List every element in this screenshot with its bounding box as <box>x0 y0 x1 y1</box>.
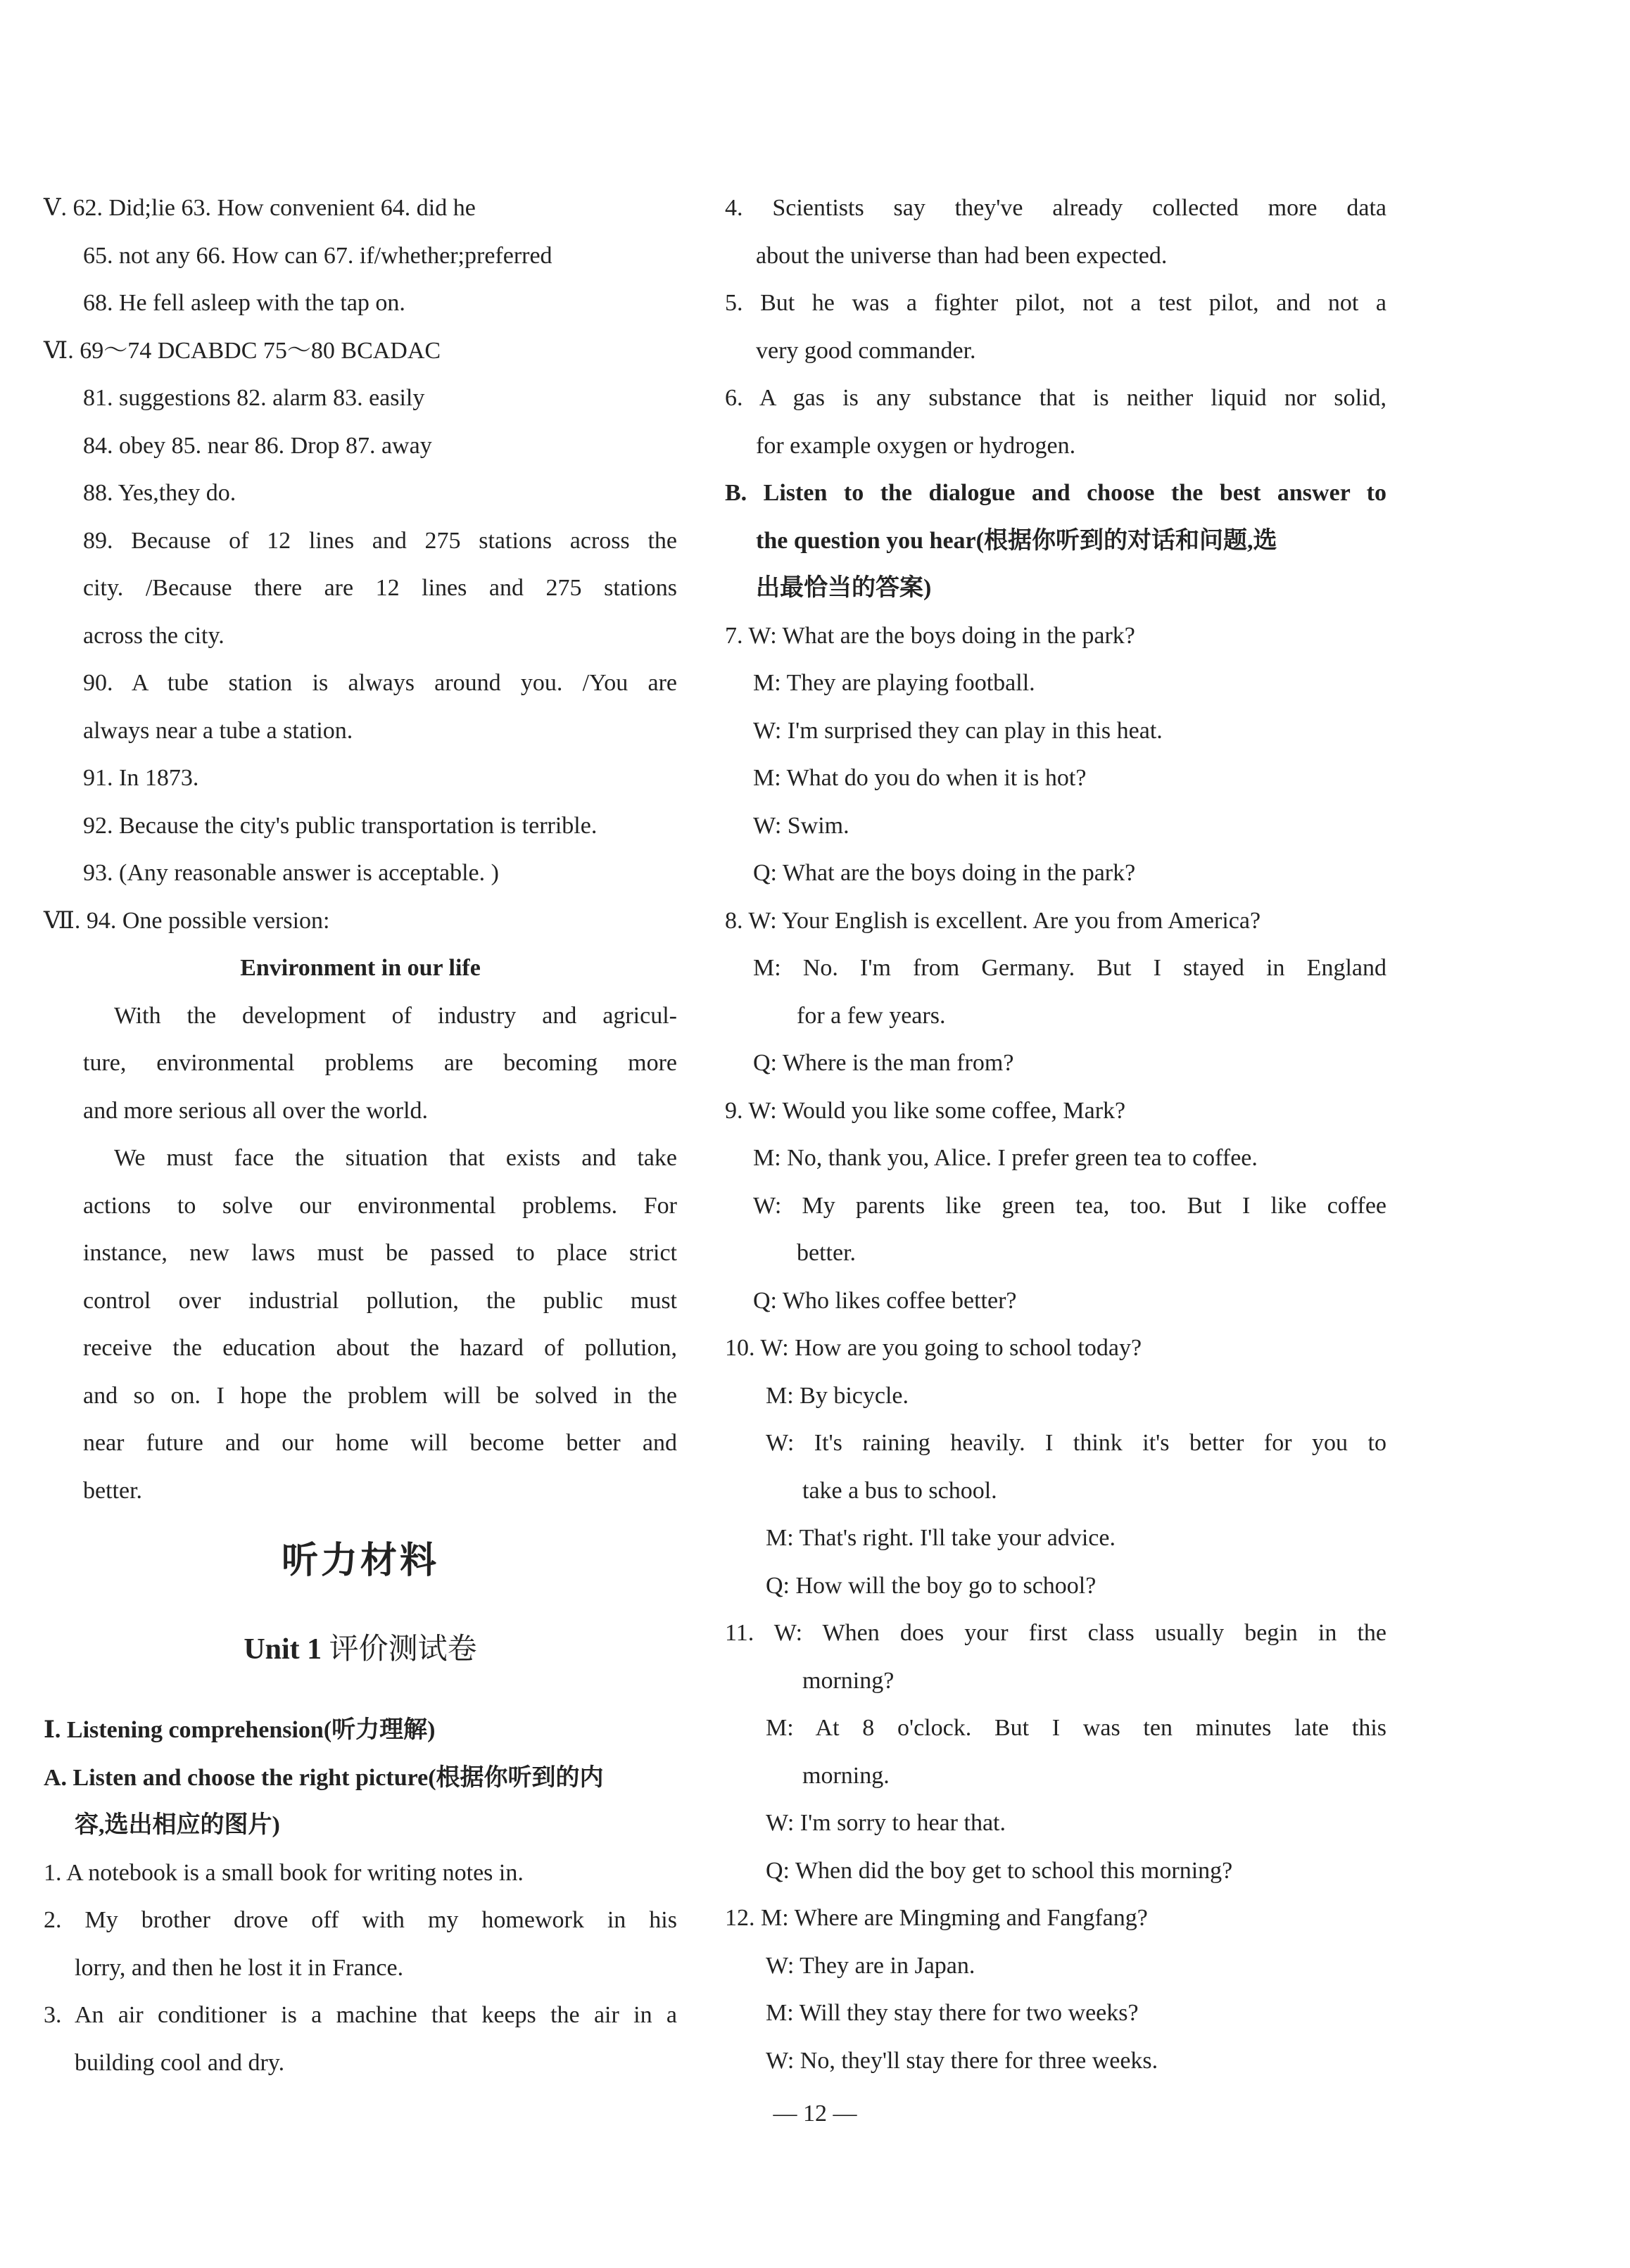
transcript-line: about the universe than had been expected. <box>756 242 1168 269</box>
transcript-line: Q: When did the boy get to school this morning? <box>766 1857 1233 1884</box>
transcript-line: W: Swim. <box>753 812 849 839</box>
answer-line: actions to solve our environmental problems. For <box>83 1192 677 1219</box>
listening-line: building cool and dry. <box>75 2049 285 2076</box>
transcript-line: M: They are playing football. <box>753 670 1035 696</box>
transcript-line: 4. Scientists say they've already collected more data <box>725 195 1386 221</box>
answer-line: ture, environmental problems are becoming more <box>83 1050 677 1076</box>
unit-heading-en: Unit 1 <box>244 1633 322 1666</box>
answer-line: 84. obey 85. near 86. Drop 87. away <box>83 432 432 459</box>
listening-line: 2. My brother drove off with my homework in his <box>44 1907 677 1933</box>
transcript-line: M: No, thank you, Alice. I prefer green tea to coffee. <box>753 1145 1258 1171</box>
transcript-line: B. Listen to the dialogue and choose the best answer to <box>725 480 1386 506</box>
listening-line: 1. A notebook is a small book for writing notes in. <box>44 1859 524 1886</box>
answer-line: 92. Because the city's public transportation is terrible. <box>83 812 598 839</box>
answer-line: better. <box>83 1477 143 1504</box>
listening-line: lorry, and then he lost it in France. <box>75 1954 404 1981</box>
transcript-line: W: No, they'll stay there for three weeks. <box>766 2047 1158 2074</box>
left-column <box>44 184 677 1514</box>
listening-line: A. Listen and choose the right picture(根据你听到的内 <box>44 1764 604 1791</box>
transcript-line: 12. M: Where are Mingming and Fangfang? <box>725 1905 1148 1931</box>
answer-line: 90. A tube station is always around you. /You are <box>83 670 677 696</box>
transcript-line: W: My parents like green tea, too. But I like coffee <box>753 1192 1386 1219</box>
answer-line: 91. In 1873. <box>83 765 199 791</box>
transcript-line: 11. W: When does your first class usually begin in the <box>725 1620 1386 1646</box>
transcript-line: W: It's raining heavily. I think it's better for you to <box>766 1430 1386 1456</box>
transcript-line: 5. But he was a fighter pilot, not a test pilot, and not a <box>725 290 1386 316</box>
answer-line: receive the education about the hazard of pollution, <box>83 1335 677 1361</box>
answer-line: Ⅵ. 69～74 DCABDC 75～80 BCADAC <box>44 337 441 364</box>
transcript-line: morning. <box>802 1762 890 1789</box>
listening-line: 容,选出相应的图片) <box>75 1812 280 1838</box>
transcript-line: take a bus to school. <box>802 1477 997 1504</box>
transcript-line: morning? <box>802 1667 895 1694</box>
answer-line: Ⅶ. 94. One possible version: <box>44 907 330 934</box>
unit-heading-cn: 评价测试卷 <box>329 1631 477 1666</box>
transcript-line: 7. W: What are the boys doing in the park? <box>725 622 1135 649</box>
answer-line: 81. suggestions 82. alarm 83. easily <box>83 385 425 411</box>
answer-line: Environment in our life <box>240 955 481 981</box>
transcript-line: M: That's right. I'll take your advice. <box>766 1525 1116 1551</box>
answer-line: 89. Because of 12 lines and 275 stations across the <box>83 527 677 554</box>
transcript-line: W: I'm surprised they can play in this heat. <box>753 717 1163 744</box>
transcript-line: 8. W: Your English is excellent. Are you from America? <box>725 907 1261 934</box>
answer-line: With the development of industry and agricul- <box>114 1002 677 1029</box>
transcript-line: Q: Where is the man from? <box>753 1050 1014 1076</box>
answer-line: 88. Yes,they do. <box>83 480 236 506</box>
answer-line: 68. He fell asleep with the tap on. <box>83 290 405 316</box>
transcript-line: 6. A gas is any substance that is neither liquid nor solid, <box>725 385 1386 411</box>
transcript-line: W: I'm sorry to hear that. <box>766 1810 1006 1836</box>
transcript-line: very good commander. <box>756 337 976 364</box>
answer-line: Ⅴ. 62. Did;lie 63. How convenient 64. did he <box>44 195 476 221</box>
answer-line: We must face the situation that exists and take <box>114 1145 677 1171</box>
transcript-line: for example oxygen or hydrogen. <box>756 432 1076 459</box>
transcript-line: 9. W: Would you like some coffee, Mark? <box>725 1097 1126 1124</box>
answer-line: always near a tube a station. <box>83 717 353 744</box>
answer-line: and more serious all over the world. <box>83 1097 429 1124</box>
transcript-line: M: No. I'm from Germany. But I stayed in England <box>753 955 1386 981</box>
answer-line: instance, new laws must be passed to place strict <box>83 1240 677 1266</box>
section-heading: 听力材料 <box>281 1540 439 1582</box>
transcript-line: better. <box>797 1240 857 1266</box>
answer-line: across the city. <box>83 622 225 649</box>
transcript-line: Q: What are the boys doing in the park? <box>753 860 1136 886</box>
transcript-line: 出最恰当的答案) <box>756 575 932 601</box>
listening-line: Ⅰ. Listening comprehension(听力理解) <box>44 1717 436 1743</box>
transcript-line: W: They are in Japan. <box>766 1952 975 1979</box>
answer-line: city. /Because there are 12 lines and 275 stations <box>83 575 677 601</box>
unit-heading <box>44 1626 677 1668</box>
transcript-line: M: Will they stay there for two weeks? <box>766 2000 1139 2026</box>
transcript-line: Q: Who likes coffee better? <box>753 1287 1017 1314</box>
answer-line: 65. not any 66. How can 67. if/whether;preferred <box>83 242 552 269</box>
answer-line: and so on. I hope the problem will be solved in the <box>83 1382 677 1409</box>
transcript-line: the question you hear(根据你听到的对话和问题,选 <box>756 527 1277 554</box>
answer-line: near future and our home will become better and <box>83 1430 677 1456</box>
page-number: — 12 — <box>773 2101 857 2127</box>
transcript-line: Q: How will the boy go to school? <box>766 1572 1097 1599</box>
transcript-line: for a few years. <box>797 1002 946 1029</box>
left-bottom-block <box>44 1706 677 2086</box>
answer-line: control over industrial pollution, the public must <box>83 1287 677 1314</box>
listening-line: 3. An air conditioner is a machine that keeps the air in a <box>44 2002 677 2028</box>
answer-line: 93. (Any reasonable answer is acceptable. ) <box>83 860 499 886</box>
transcript-line: M: At 8 o'clock. But I was ten minutes late this <box>766 1715 1386 1741</box>
transcript-line: 10. W: How are you going to school today? <box>725 1335 1142 1361</box>
right-column <box>725 184 1386 2084</box>
transcript-line: M: By bicycle. <box>766 1382 909 1409</box>
transcript-line: M: What do you do when it is hot? <box>753 765 1087 791</box>
